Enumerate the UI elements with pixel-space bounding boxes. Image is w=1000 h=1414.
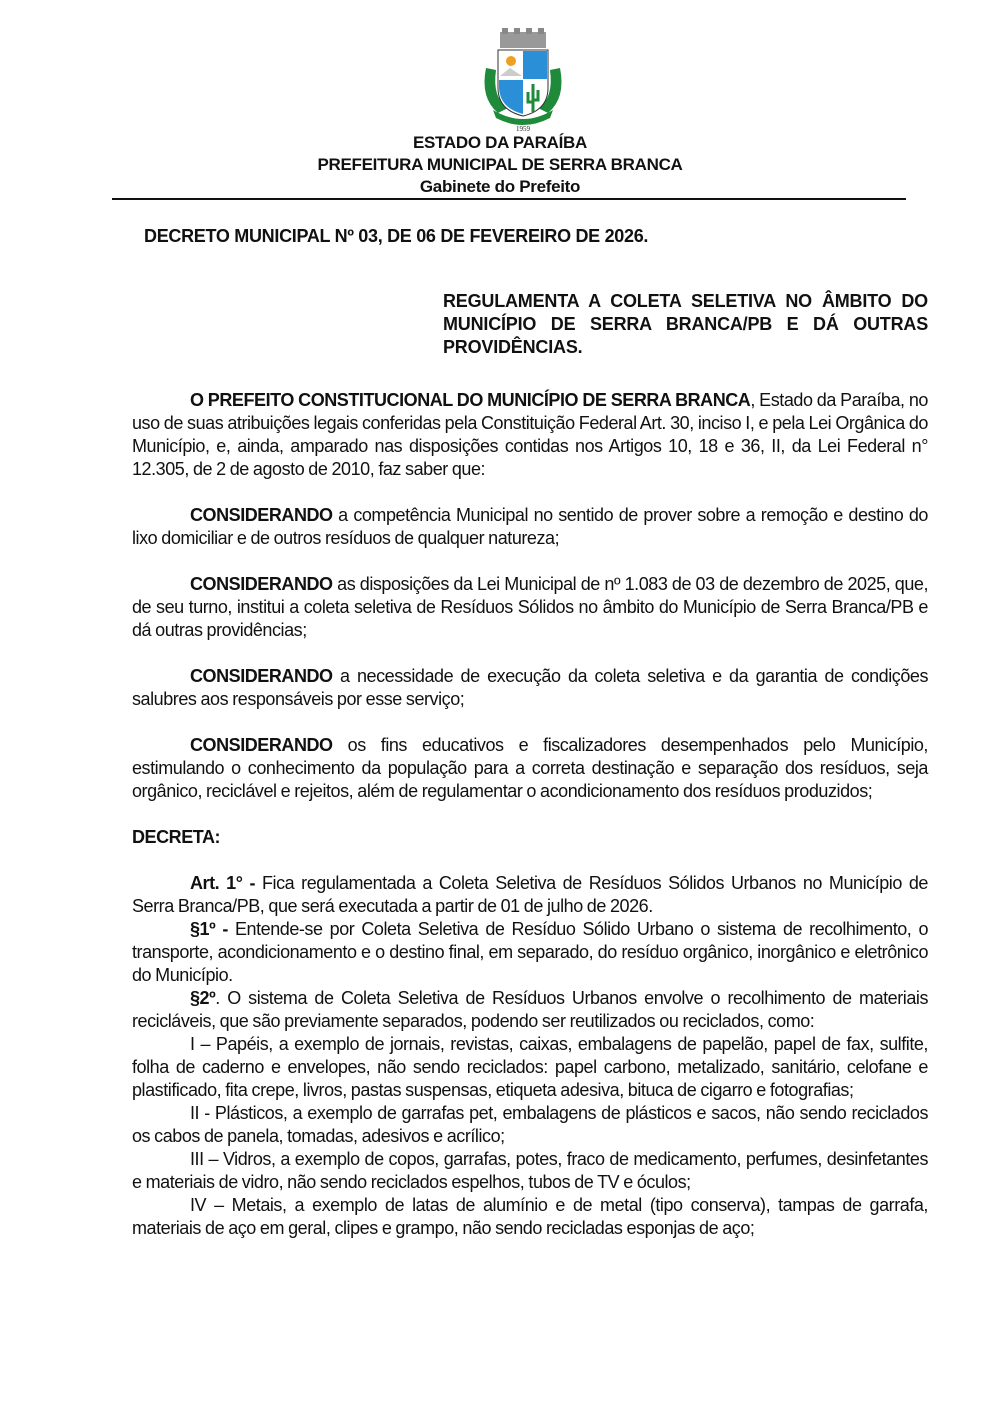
paragraph-1 <box>132 918 928 987</box>
bold-lead: CONSIDERANDO <box>190 666 333 686</box>
paragraph-text: II - Plásticos, a exemplo de garrafas pet, embalagens de plásticos e sacos, não sendo reciclados os cabos de panela, tomadas, adesivos e acrílico; <box>132 1103 928 1146</box>
paragraph-text: Fica regulamentada a Coleta Seletiva de Resíduos Sólidos Urbanos no Município de Serra Branca/PB, que será executada a partir de 01 de julho de 2026. <box>132 873 928 916</box>
bold-lead: §2º <box>190 988 216 1008</box>
paragraph-text: Entende-se por Coleta Seletiva de Resíduo Sólido Urbano o sistema de recolhimento, o transporte, acondicionamento e o destino final, em separado, do resíduo orgânico, inorgânico e eletrônico do Município. <box>132 919 929 985</box>
paragraph-text: III – Vidros, a exemplo de copos, garrafas, potes, fraco de medicamento, perfumes, desinfetantes e materiais de vidro, não sendo reciclados espelhos, tubos de TV e óculos; <box>132 1149 928 1192</box>
item-iv-metals <box>132 1194 928 1240</box>
header-state: ESTADO DA PARAÍBA <box>412 133 588 152</box>
decreta-heading <box>132 826 928 849</box>
decree-title: DECRETO MUNICIPAL Nº 03, DE 06 DE FEVEREIRO DE 2026. <box>144 226 649 246</box>
paragraph-text: a competência Municipal no sentido de prover sobre a remoção e destino do lixo domiciliar e de outros resíduos de qualquer natureza; <box>132 505 928 548</box>
considering-paragraph <box>132 665 928 711</box>
bold-lead: §1º - <box>190 919 228 939</box>
paragraph-text: IV – Metais, a exemplo de latas de alumínio e de metal (tipo conserva), tampas de garrafa, materiais de aço em geral, clipes e grampo, não sendo recicladas esponjas de aço; <box>132 1195 928 1238</box>
decree-body <box>132 389 928 1240</box>
paragraph-text: . O sistema de Coleta Seletiva de Resíduos Urbanos envolve o recolhimento de materiais recicláveis, que são previamente separados, podendo ser reutilizados ou reciclados, como: <box>132 988 928 1031</box>
decreta-label: DECRETA: <box>132 827 221 847</box>
header-prefecture: PREFEITURA MUNICIPAL DE SERRA BRANCA <box>317 155 683 174</box>
item-iii-glass <box>132 1148 928 1194</box>
decree-summary: REGULAMENTA A COLETA SELETIVA NO ÂMBITO DO MUNICÍPIO DE SERRA BRANCA/PB E DÁ OUTRAS PROVIDÊNCIAS. <box>443 291 928 357</box>
bold-lead: O PREFEITO CONSTITUCIONAL DO MUNICÍPIO DE SERRA BRANCA <box>190 390 751 410</box>
bold-lead: CONSIDERANDO <box>190 505 333 525</box>
paragraph-text: I – Papéis, a exemplo de jornais, revistas, caixas, embalagens de papelão, papel de fax, sulfite, folha de caderno e envelopes, não sendo reciclados: papel carbono, metalizado, sanitário, celofane e plastificado, fita crepe, livros, pastas suspensas, etiqueta adesiva, bituca de cigarro e fotografias; <box>132 1034 928 1100</box>
item-i-papers <box>132 1033 928 1102</box>
paragraph-text: os fins educativos e fiscalizadores desempenhados pelo Município, estimulando o conhecimento da população para a correta destinação e separação dos resíduos, seja orgânico, reciclável e rejeitos, além de regulamentar o acondicionamento dos resíduos produzidos; <box>132 735 928 801</box>
bold-lead: CONSIDERANDO <box>190 735 333 755</box>
preamble-paragraph <box>132 389 928 481</box>
article-1 <box>132 872 928 918</box>
item-ii-plastics <box>132 1102 928 1148</box>
paragraph-2 <box>132 987 928 1033</box>
bold-lead: CONSIDERANDO <box>190 574 333 594</box>
considering-paragraph <box>132 573 928 642</box>
considering-paragraph <box>132 504 928 550</box>
paragraph-text: a necessidade de execução da coleta seletiva e da garantia de condições salubres aos responsáveis por esse serviço; <box>132 666 928 709</box>
header-divider <box>112 198 906 200</box>
paragraph-text: as disposições da Lei Municipal de nº 1.083 de 03 de dezembro de 2025, que, de seu turno, institui a coleta seletiva de Resíduos Sólidos no âmbito do Município de Serra Branca/PB e dá outras providências; <box>132 574 928 640</box>
considering-paragraph <box>132 734 928 803</box>
paragraph-text: , Estado da Paraíba, no uso de suas atribuições legais conferidas pela Constituição Federal Art. 30, inciso I, e pela Lei Orgânica do Município, e, ainda, amparado nas disposições contidas nos Artigos 10, 18 e 36, II, da Lei Federal n° 12.305, de 2 de agosto de 2010, faz saber que: <box>132 390 928 479</box>
bold-lead: Art. 1° - <box>190 873 255 893</box>
logo-year: 1959 <box>516 125 530 133</box>
municipal-coat-of-arms-logo <box>478 28 568 133</box>
header-office: Gabinete do Prefeito <box>419 177 581 196</box>
